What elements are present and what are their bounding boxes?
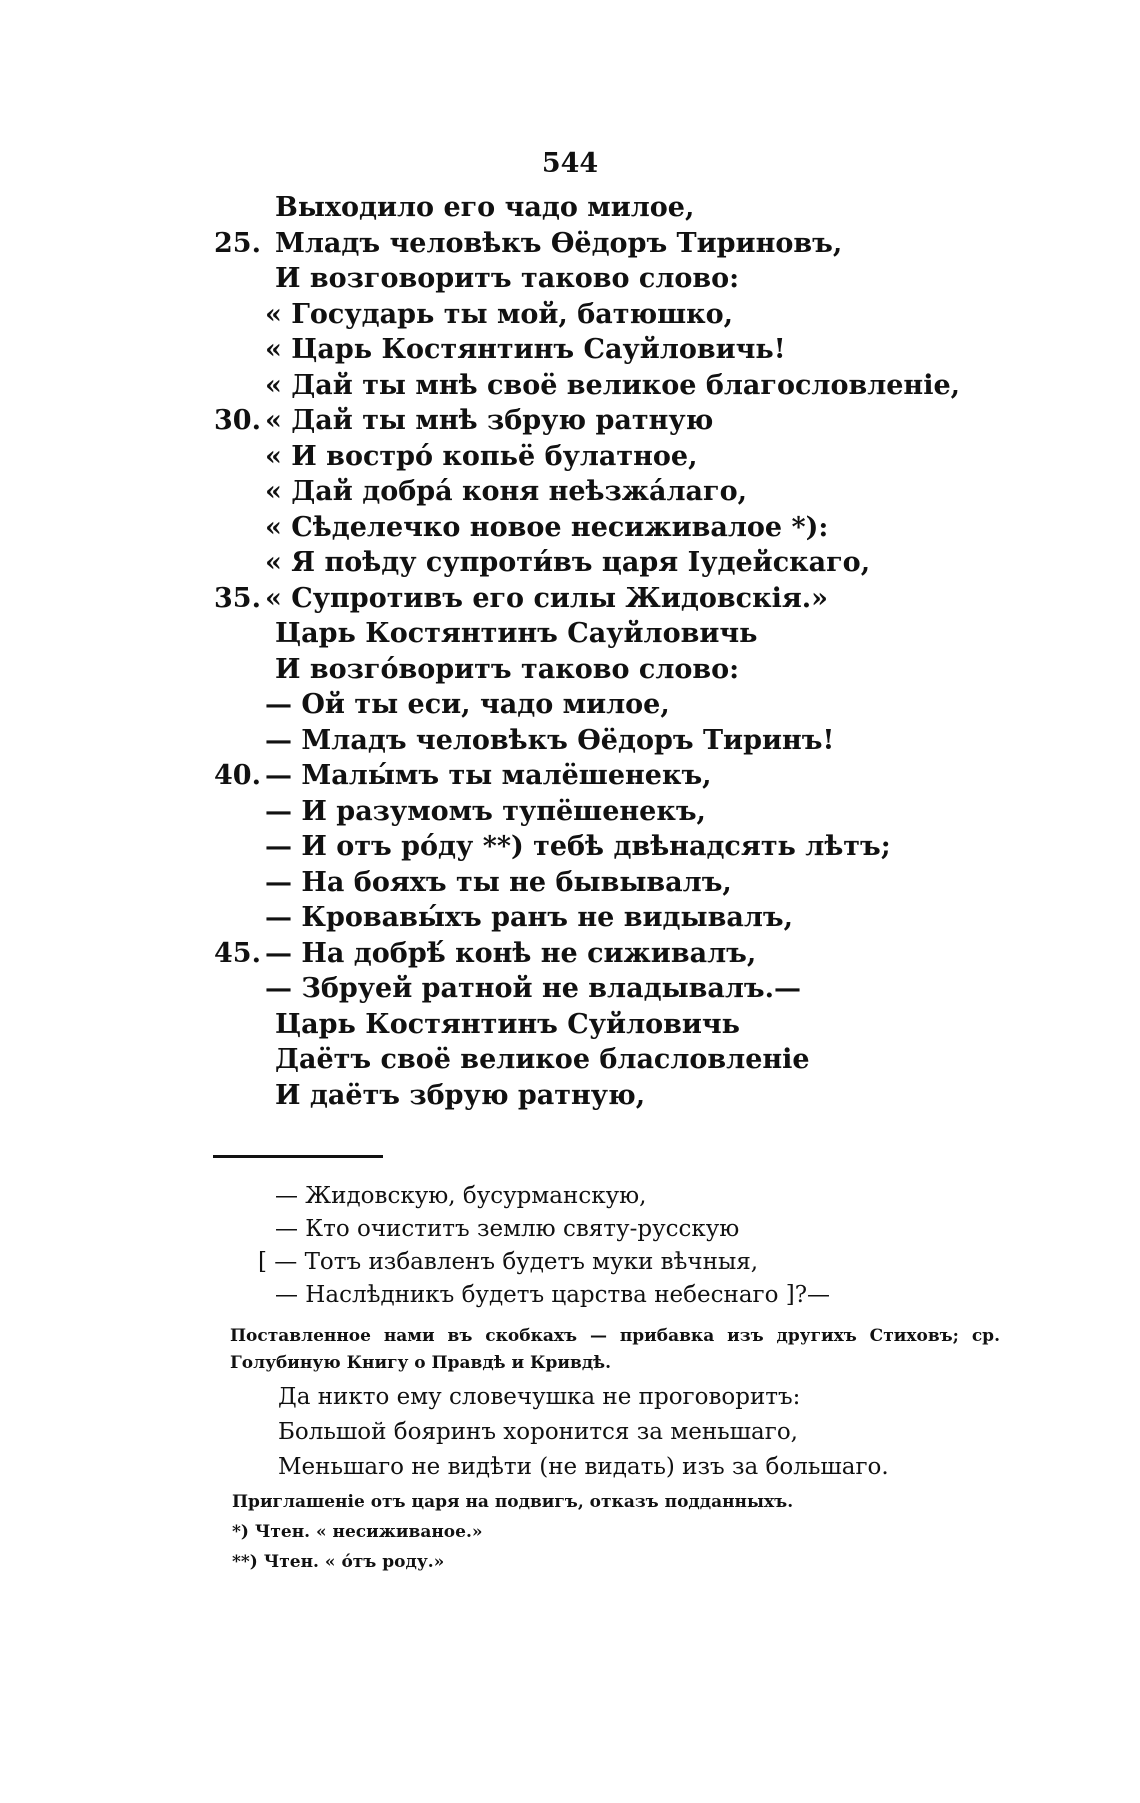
verse-text: — Малы́мъ ты малёшенекъ, — [265, 760, 712, 791]
note-line: Большой бояринъ хоронится за меньшаго, — [278, 1419, 798, 1445]
verse-text: — Кровавы́хъ ранъ не видывалъ, — [265, 902, 793, 933]
verse-line — [0, 1007, 1140, 1043]
verse-text: « Царь Костянтинъ Сауйловичь! — [265, 334, 786, 365]
footnote-divider — [213, 1155, 383, 1158]
verse-line — [0, 332, 1140, 368]
verse-line — [0, 368, 1140, 404]
footnote-verse-block — [0, 1180, 1140, 1312]
verse-line — [0, 616, 1140, 652]
verse-text: « Дай добра́ коня неѣзжа́лаго, — [265, 476, 748, 507]
verse-text: « И востро́ копьё булатное, — [265, 440, 698, 472]
verse-line — [0, 474, 1140, 510]
verse-line — [0, 794, 1140, 830]
note-line: Да никто ему словечушка не проговоритъ: — [278, 1384, 801, 1410]
verse-line — [0, 297, 1140, 333]
footnote-line: **) Чтен. « о́тъ роду.» — [232, 1552, 445, 1572]
verse-line — [0, 190, 1140, 226]
note-line: — Наслѣдникъ будетъ царства небеснаго ]?— — [275, 1282, 831, 1308]
verse-text: Младъ человѣкъ Ѳёдоръ Тириновъ, — [275, 227, 843, 259]
verse-line — [0, 687, 1140, 723]
verse-line — [0, 758, 1140, 794]
verse-text: И даётъ збрую ратную, — [275, 1079, 646, 1111]
verse-text: « Сѣделечко новое несиживалое *): — [265, 511, 829, 543]
note-line: Меньшаго не видѣти (не видать) изъ за большаго. — [278, 1454, 889, 1480]
verse-number: 30. — [214, 405, 261, 436]
page-number: 544 — [541, 148, 599, 179]
verse-line — [0, 1078, 1140, 1114]
verse-line — [0, 510, 1140, 546]
verse-text: И возговоритъ таково слово: — [275, 263, 740, 294]
footnote-verse-block-2 — [0, 1380, 1140, 1485]
verse-text: « Дай ты мнѣ своё великое благословленіе, — [265, 369, 961, 401]
verse-text: — И разумомъ тупёшенекъ, — [265, 795, 706, 827]
footnotes — [0, 1487, 1140, 1577]
footnote-line: Приглашеніе отъ царя на подвигъ, отказъ подданныхъ. — [232, 1492, 794, 1512]
verse-number: 40. — [214, 760, 261, 791]
verse-line — [0, 936, 1140, 972]
verse-line — [0, 900, 1140, 936]
verse-text: — На бояхъ ты не бывывалъ, — [265, 866, 732, 898]
verse-text: « Дай ты мнѣ збрую ратную — [265, 405, 714, 436]
verse-line — [0, 652, 1140, 688]
verse-line — [0, 971, 1140, 1007]
verse-line — [0, 581, 1140, 617]
verse-line — [0, 1042, 1140, 1078]
verse-number: 45. — [214, 937, 261, 969]
verse-line — [0, 439, 1140, 475]
verse-text: — И отъ ро́ду **) тебѣ двѣнадсять лѣтъ; — [265, 831, 891, 862]
verse-line — [0, 723, 1140, 759]
verse-text: « Я поѣду супроти́въ царя Іудейскаго, — [265, 547, 871, 578]
note-line: — Кто очиститъ землю святу-русскую — [275, 1216, 740, 1242]
verse-line — [0, 545, 1140, 581]
verse-text: Выходило его чадо милое, — [275, 192, 695, 223]
verse-text: — Младъ человѣкъ Ѳёдоръ Тиринъ! — [265, 724, 835, 756]
verse-text: « Супротивъ его силы Жидовскія.» — [265, 582, 829, 614]
editorial-comment: Поставленное нами въ скобкахъ — прибавка изъ другихъ Стиховъ; ср. Голубиную Книгу о Правдѣ и Кривдѣ. — [230, 1326, 1000, 1373]
footnote-line: *) Чтен. « несиживаное.» — [232, 1522, 483, 1542]
note-line: — Жидовскую, бусурманскую, — [275, 1183, 647, 1209]
verse-text: — На добрѣ́ конѣ не сиживалъ, — [265, 937, 757, 969]
verse-line — [0, 829, 1140, 865]
verse-line — [0, 226, 1140, 262]
verse-text: « Государь ты мой, батюшко, — [265, 298, 734, 330]
verse-line — [0, 403, 1140, 439]
verse-number: 25. — [214, 227, 261, 259]
verse-text: — Ой ты еси, чадо милое, — [265, 689, 670, 720]
verse-text: — Збруей ратной не владывалъ.— — [265, 973, 802, 1004]
note-line: [ — Тотъ избавленъ будетъ муки вѣчныя, — [258, 1249, 759, 1275]
verse-text: Даётъ своё великое бласловленіе — [275, 1044, 810, 1075]
verse-text: И возго́воритъ таково слово: — [275, 653, 740, 685]
verse-line — [0, 865, 1140, 901]
verse-line — [0, 261, 1140, 297]
verse-block — [0, 190, 1140, 1113]
verse-text: Царь Костянтинъ Сауйловичь — [275, 618, 758, 649]
verse-text: Царь Костянтинъ Суйловичь — [275, 1008, 740, 1040]
verse-number: 35. — [214, 582, 261, 614]
